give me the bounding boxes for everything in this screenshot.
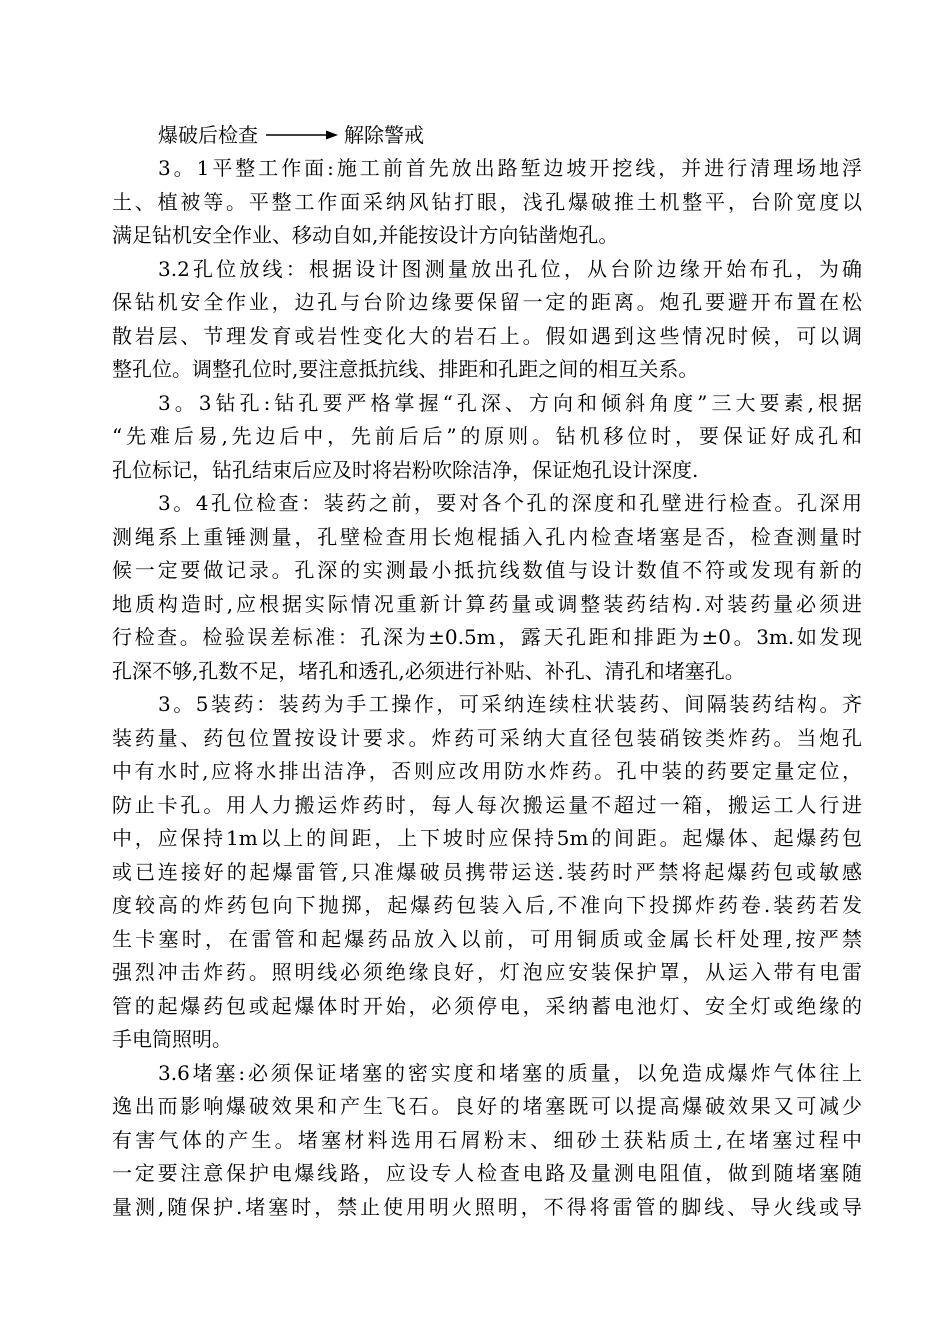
text-line: 生卡塞时，在雷管和起爆药品放入以前，可用铜质或金属长杆处理,按严禁 [112,926,862,951]
text-line: 测绳系上重锤测量，孔壁检查用长炮棍插入孔内检查堵塞是否，检查测量时 [112,524,862,549]
text-line: 一定要注意保护电爆线路，应设专人检查电路及量测电阻值，做到随堵塞随 [112,1161,862,1185]
text-line: “先难后易,先边后中，先前后后”的原则。钻机移位时，要保证好成孔和 [112,424,862,448]
text-line: 地质构造时,应根据实际情况重新计算药量或调整装药结构.对装药量必须进 [112,591,862,616]
text-line: 满足钻机安全作业、移动自如,并能按设计方向钻凿炮孔。 [112,223,619,247]
right-arrow-icon [266,129,338,141]
text-line: 管的起爆药包或起爆体时开始，必须停电，采纳蓄电池灯、安全灯或绝缘的 [112,993,862,1018]
paragraph-drilling [112,387,862,488]
text-line: 候一定要做记录。孔深的实测最小抵抗线数值与设计数值不符或发现有新的 [112,558,862,582]
text-line: 度较高的炸药包向下抛掷，起爆药包装入后,不准向下投掷炸药卷.装药若发 [112,893,862,917]
text-line: 3.2孔位放线：根据设计图测量放出孔位，从台阶边缘开始布孔，为确 [158,256,862,281]
text-line: 孔深不够,孔数不足，堵孔和透孔,必须进行补贴、补孔、清孔和堵塞孔。 [112,658,745,683]
paragraph-hole-layout [112,253,862,387]
paragraph-leveling [112,152,862,253]
text-line: 或已连接好的起爆雷管,只准爆破员携带运送.装药时严禁将起爆药包或敏感 [112,859,862,884]
text-line: 3。3钻孔:钻孔要严格掌握“孔深、方向和倾斜角度”三大要素,根据 [158,390,862,415]
flow-step-to: 解除警戒 [344,123,424,147]
text-line: 保钻机安全作业，边孔与台阶边缘要保留一定的距离。炮孔要避开布置在松 [112,290,862,314]
text-line: 行检查。检验误差标准：孔深为±0.5m，露天孔距和排距为±0。3m.如发现 [112,625,862,649]
text-line: 土、植被等。平整工作面采纳风钻打眼，浅孔爆破推土机整平，台阶宽度以 [112,189,862,214]
document-page [112,118,862,1224]
text-line: 中，应保持1m以上的间距，上下坡时应保持5m的间距。起爆体、起爆药包 [112,826,862,850]
text-line: 手电筒照明。 [112,1027,232,1051]
text-line: 强烈冲击炸药。照明线必须绝缘良好，灯泡应安装保护罩，从运入带有电雷 [112,960,862,984]
text-line: 孔位标记，钻孔结束后应及时将岩粉吹除洁净，保证炮孔设计深度. [112,457,699,482]
text-line: 3。5装药：装药为手工操作，可采纳连续柱状装药、间隔装药结构。齐 [158,692,862,716]
paragraph-hole-inspection [112,487,862,688]
text-line: 3。1平整工作面:施工前首先放出路堑边坡开挖线，并进行清理场地浮 [158,156,862,180]
flow-step-from: 爆破后检查 [158,123,258,147]
text-line: 散岩层、节理发育或岩性变化大的岩石上。假如遇到这些情况时候，可以调 [112,323,862,348]
text-line: 量测,随保护.堵塞时，禁止使用明火照明，不得将雷管的脚线、导火线或导 [112,1194,862,1219]
flow-step-line [112,118,862,152]
text-line: 中有水时,应将水排出洁净，否则应改用防水炸药。孔中装的药要定量定位， [112,759,862,783]
text-line: 逸出而影响爆破效果和产生飞石。良好的堵塞既可以提高爆破效果又可减少 [112,1094,862,1118]
text-line: 防止卡孔。用人力搬运炸药时，每人每次搬运量不超过一箱，搬运工人行进 [112,792,862,817]
text-line: 3。4孔位检查：装药之前，要对各个孔的深度和孔壁进行检查。孔深用 [158,491,862,515]
paragraph-stemming [112,1057,862,1225]
text-line: 整孔位。调整孔位时,要注意抵抗线、排距和孔距之间的相互关系。 [112,357,699,381]
text-line: 有害气体的产生。堵塞材料选用石屑粉末、细砂土获粘质土,在堵塞过程中 [112,1127,862,1152]
text-line: 3.6堵塞:必须保证堵塞的密实度和堵塞的质量，以免造成爆炸气体往上 [158,1060,862,1085]
paragraph-charging [112,688,862,1057]
text-line: 装药量、药包位置按设计要求。炸药可采纳大直径包装硝铵类炸药。当炮孔 [112,725,862,750]
